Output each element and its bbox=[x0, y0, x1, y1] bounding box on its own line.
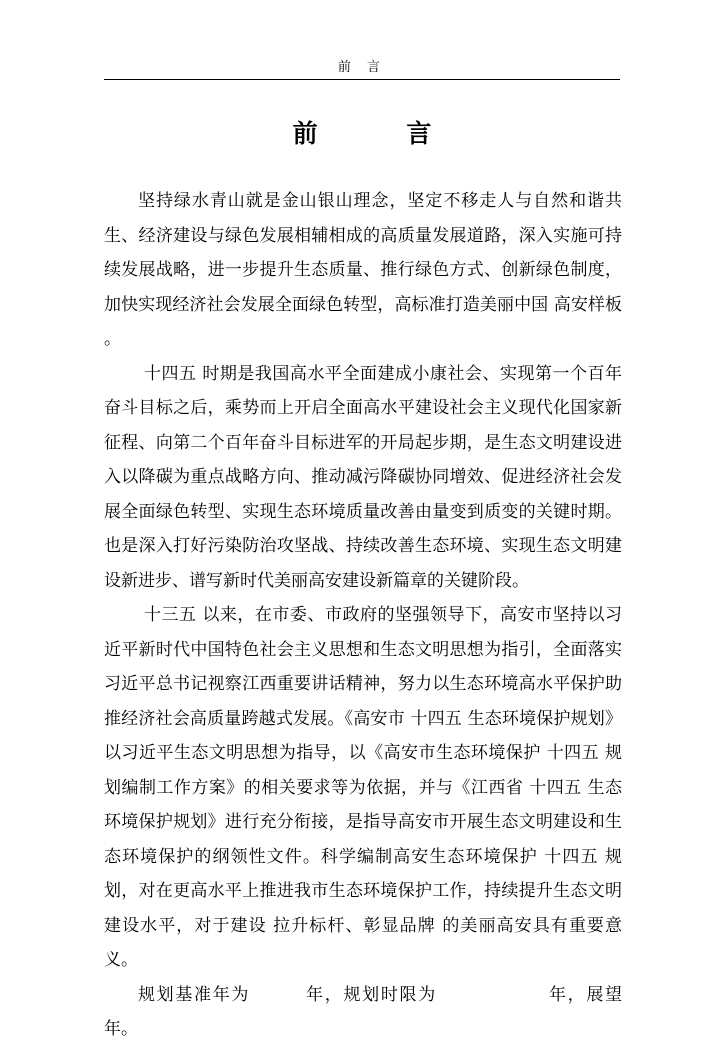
header-divider bbox=[104, 79, 620, 80]
document-body bbox=[104, 184, 673, 1047]
paragraph-2: 十四五 时期是我国高水平全面建成小康社会、实现第一个百年奋斗目标之后，乘势而上开启全面高水平建设社会主义现代化国家新征程、向第二个百年奋斗目标进军的开局起步期，是生态文明建设进入以降碳为重点战略方向、推动减污降碳协同增效、促进经济社会发展全面绿色转型、实现生态环境质量改善由量变到质变的关键时期。也是深入打好污染防治攻坚战、持续改善生态环境、实现生态文明建设新进步、谱写新时代美丽高安建设新篇章的关键阶段。 bbox=[104, 363, 622, 591]
paragraph-3: 十三五 以来，在市委、市政府的坚强领导下，高安市坚持以习近平新时代中国特色社会主义思想和生态文明思想为指引，全面落实习近平总书记视察江西重要讲话精神，努力以生态环境高水平保护助推经济社会高质量跨越式发展。《高安市 十四五 生态环境保护规划》以习近平生态文明思想为指导，以《高安市生态环境保护 十四五 规划编制工作方案》的相关要求等为依据，并与《江西省 十四五 生态环境保护规划》进行充分衔接，是指导高安市开展生态文明建设和生态环境保护的纲领性文件。科学编制高安生态环境保护 十四五 规划，对在更高水平上推进我市生态环境保护工作，持续提升生态文明建设水平，对于建设 拉升标杆、彰显品牌 的美丽高安具有重要意义。 bbox=[104, 605, 622, 970]
page-title: 前 言 bbox=[292, 119, 472, 148]
running-header: 前 言 bbox=[337, 60, 387, 75]
paragraph-1: 坚持绿水青山就是金山银山理念，坚定不移走人与自然和谐共生、经济建设与绿色发展相辅相成的高质量发展道路，深入实施可持续发展战略，进一步提升生态质量、推行绿色方式、创新绿色制度，加快实现经济社会发展全面绿色转型，高标准打造美丽中国 高安样板 。 bbox=[104, 191, 622, 349]
paragraph-4: 规划基准年为 年，规划时限为 年，展望 年。 bbox=[104, 984, 673, 1039]
